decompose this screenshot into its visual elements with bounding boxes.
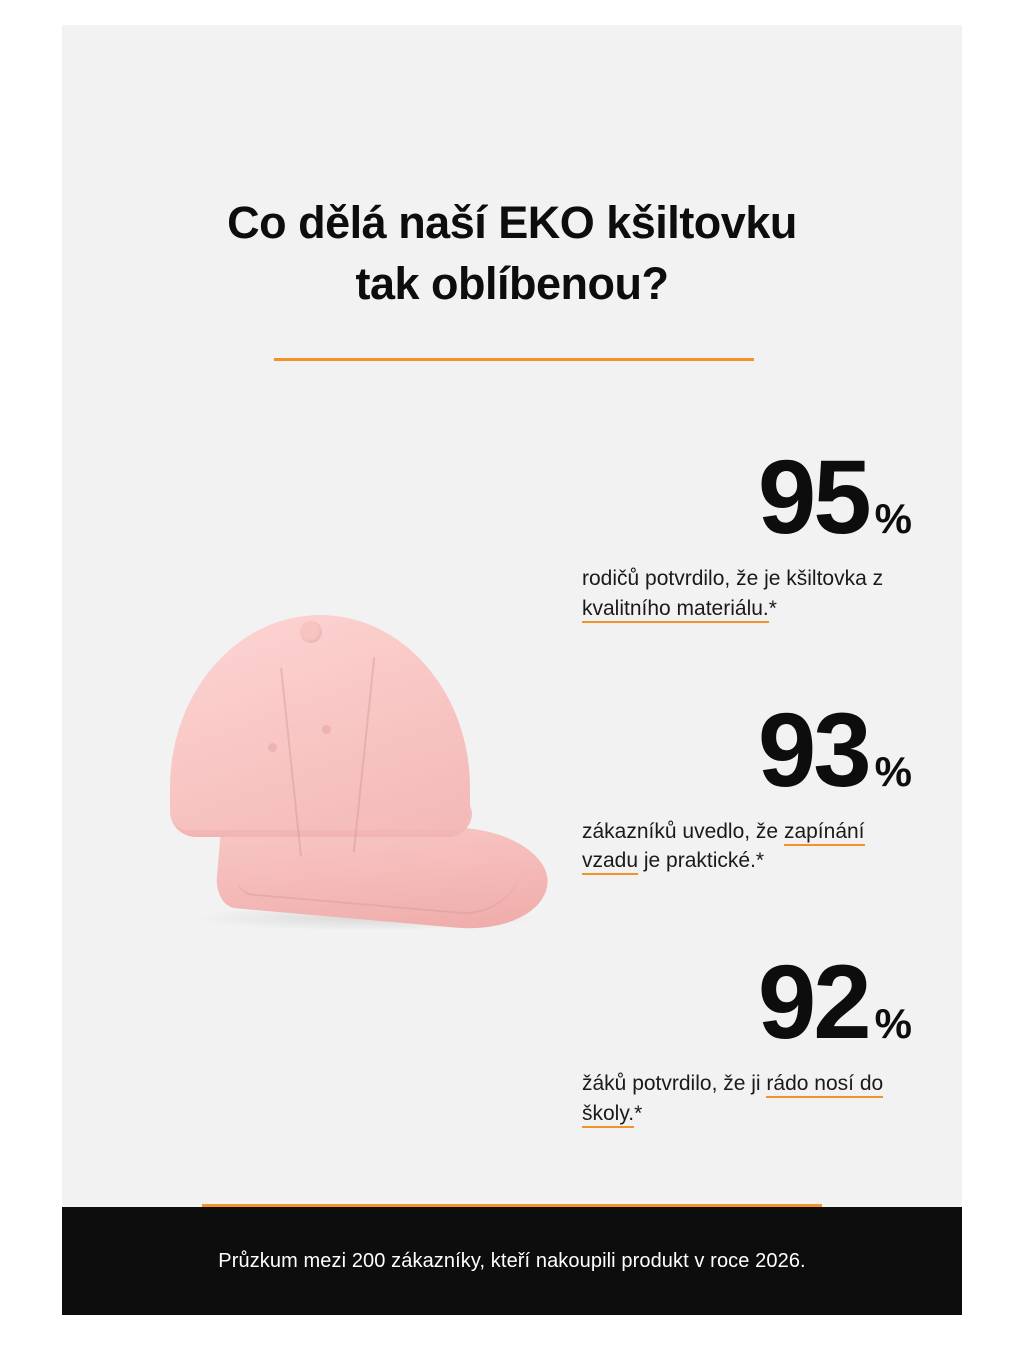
stat-item [582,691,912,877]
infographic-poster [62,25,962,1315]
stat-text-before: rodičů potvrdilo, že je kšiltovka z [582,567,884,590]
cap-seam-left [280,667,302,856]
stat-number-row [582,439,912,556]
cap-crown [170,615,470,830]
stat-number-row [582,691,912,809]
stat-text-after: * [634,1102,643,1126]
stat-value: 95 [757,439,869,556]
cap-eyelet-1 [322,725,331,734]
cap-seam-right [353,657,375,852]
stat-text-after: * [768,596,777,620]
footer-divider [202,1204,822,1207]
stat-text-highlight: zapínání vzadu [582,820,865,876]
footer-bar [62,1207,962,1315]
stat-text-highlight: kvalitního materiálu. [582,597,769,623]
stat-value: 93 [757,691,869,809]
headline-line-1: Co dělá naší EKO kšiltovku [227,197,797,249]
stat-description [582,1069,912,1129]
page-title [62,193,962,315]
header-divider [274,358,754,361]
headline-line-2: tak oblíbenou? [355,257,669,309]
stat-percent-sign: % [874,1000,912,1048]
stat-text-before: zákazníků uvedlo, že [582,819,784,843]
stat-item [582,439,912,624]
stat-text-before: žáků potvrdilo, že ji [582,1072,767,1096]
stat-text-highlight: rádo nosí do školy. [582,1072,883,1128]
stats-list [582,439,912,1129]
footer-note: Průzkum mezi 200 zákazníky, kteří nakoupili produkt v roce 2026. [218,1249,806,1272]
stat-percent-sign: % [874,747,912,795]
stat-text-after: je praktické.* [638,849,765,873]
cap-eyelet-2 [268,743,277,752]
stat-number-row [582,944,912,1062]
stat-value: 92 [757,944,869,1062]
stat-description [582,564,912,624]
stat-description [582,817,912,877]
product-image-cap [122,585,592,945]
stat-item [582,944,912,1129]
stat-percent-sign: % [874,495,912,542]
